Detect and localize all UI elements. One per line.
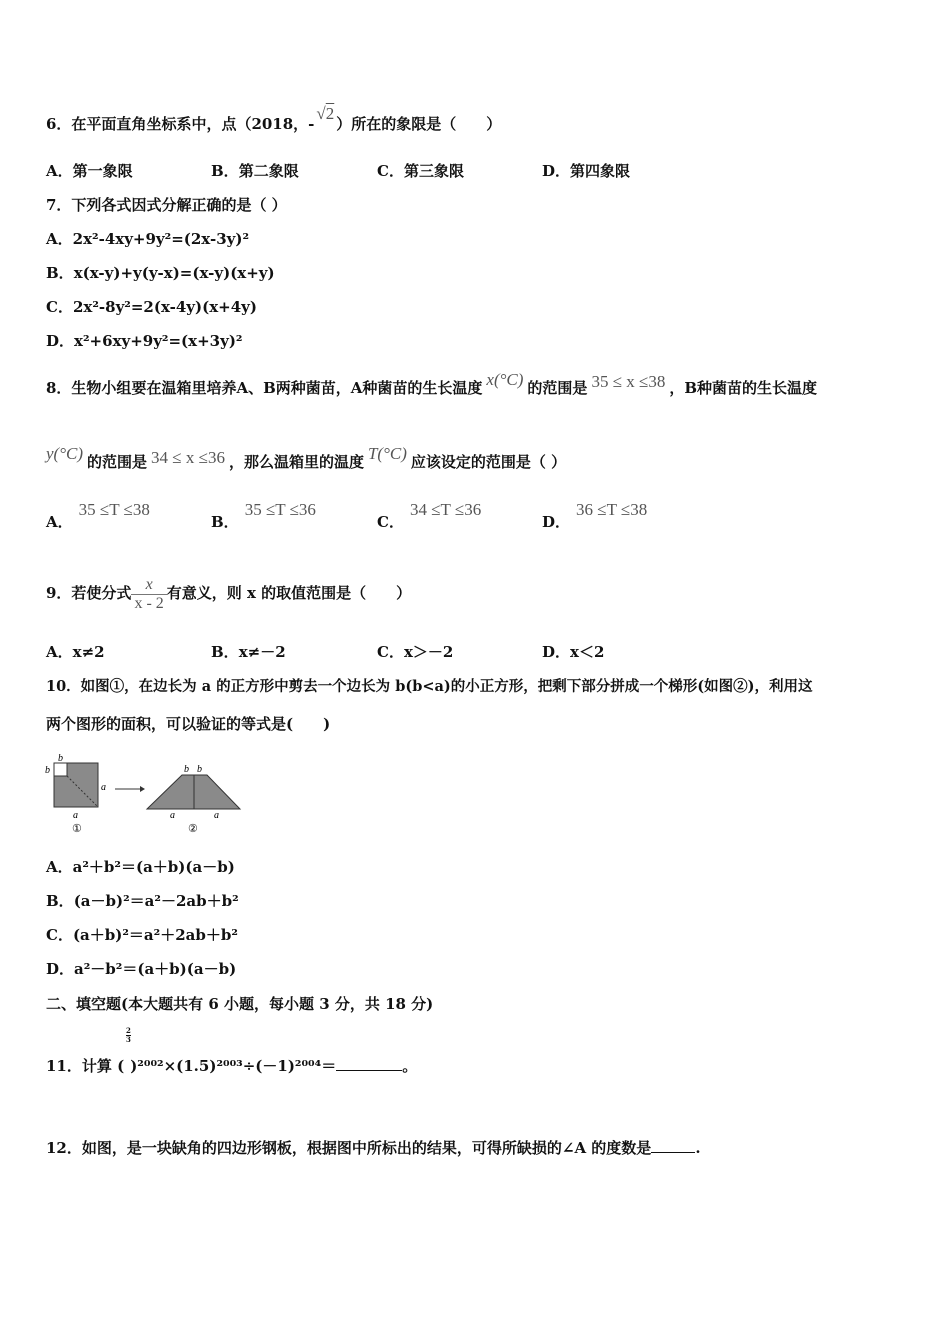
- q8-range-y: 34 ≤ x ≤36: [151, 448, 225, 467]
- q9-stem: 9．若使分式 $\frac{x}{x - 2}$ 有意义，则 x 的取值范围是（ ）: [46, 575, 412, 612]
- q7-stem: 7．下列各式因式分解正确的是（ ）: [46, 196, 287, 214]
- q6-stem: [46, 104, 502, 134]
- q6-stem-pre: 6．在平面直角坐标系中，点（2018，-: [46, 115, 315, 133]
- q10-figure: [40, 752, 250, 840]
- q8-option-b[interactable]: B．35 ≤T ≤36: [211, 500, 316, 531]
- sq-label-left: b: [45, 765, 50, 776]
- q12-answer-blank[interactable]: [651, 1152, 695, 1153]
- sq-label-top: b: [58, 753, 63, 764]
- q6-option-a[interactable]: A．第一象限: [46, 162, 133, 180]
- q11-answer-blank[interactable]: [336, 1070, 402, 1071]
- sqrt-2: √2: [316, 104, 335, 123]
- q7-option-a[interactable]: A．2x²-4xy+9y²=(2x-3y)²: [46, 230, 250, 248]
- q10-line2: 两个图形的面积，可以验证的等式是( ): [46, 715, 331, 733]
- q7-option-d[interactable]: D．x²+6xy+9y²=(x+3y)²: [46, 332, 243, 350]
- sqrt-radicand: 2: [325, 104, 335, 123]
- q10-option-c[interactable]: C．(a＋b)²＝a²＋2ab＋b²: [46, 926, 238, 944]
- sq-label-right: a: [101, 782, 106, 793]
- q9-option-a[interactable]: A．x≠2: [46, 643, 105, 661]
- cut-square: [54, 763, 67, 776]
- section-heading: 二、填空题(本大题共有 6 小题，每小题 3 分，共 18 分): [46, 995, 434, 1013]
- q9-option-c[interactable]: C．x＞－2: [377, 643, 454, 661]
- q6-stem-post: ）所在的象限是（ ）: [336, 115, 502, 133]
- q8-var-t: T(°C): [367, 444, 407, 463]
- q9-fraction: $\frac{x}{x - 2}$: [131, 576, 166, 613]
- q8-line2: y(°C) 的范围是 34 ≤ x ≤36 ，那么温箱里的温度 T(°C) 应该设定的范围是（ ）: [46, 444, 567, 471]
- q7-option-c[interactable]: C．2x²-8y²=2(x-4y)(x+4y): [46, 298, 257, 316]
- q11-tiny-fraction: 2 3: [126, 1026, 131, 1044]
- q8-var-y: y(°C): [46, 444, 84, 463]
- q9-option-d[interactable]: D．x＜2: [542, 643, 605, 661]
- q8-option-d[interactable]: D．36 ≤T ≤38: [542, 500, 648, 531]
- q12-stem: 12．如图，是一块缺角的四边形钢板，根据图中所标出的结果，可得所缺损的∠A 的度数是 .: [46, 1139, 701, 1157]
- q10-option-b[interactable]: B．(a－b)²＝a²－2ab＋b²: [46, 892, 239, 910]
- q11-stem: 11．计算 ( )²⁰⁰²×(1.5)²⁰⁰³÷(－1)²⁰⁰⁴＝ 。: [46, 1057, 418, 1075]
- q10-line1: 10．如图①，在边长为 a 的正方形中剪去一个边长为 b(b<a)的小正方形，把剩下部分拼成一个梯形(如图②)，利用这: [46, 678, 813, 695]
- q8-line1: 8．生物小组要在温箱里培养A、B两种菌苗，A种菌苗的生长温度 x(°C) 的范围是 35 ≤ x ≤38 ，B种菌苗的生长温度: [46, 370, 818, 397]
- q6-option-d[interactable]: D．第四象限: [542, 162, 631, 180]
- q6-option-c[interactable]: C．第三象限: [377, 162, 464, 180]
- sq-caption: ①: [72, 823, 82, 835]
- trap-label-top-left: b: [184, 764, 189, 775]
- arrow-head: [140, 786, 145, 792]
- q8-range-x: 35 ≤ x ≤38: [591, 372, 666, 391]
- trap-label-bottom-right: a: [214, 810, 219, 821]
- trap-label-bottom-left: a: [170, 810, 175, 821]
- trap-caption: ②: [188, 823, 198, 835]
- q8-option-c[interactable]: C．34 ≤T ≤36: [377, 500, 482, 531]
- trap-label-top-right: b: [197, 764, 202, 775]
- sq-label-bottom: a: [73, 810, 78, 821]
- q10-option-d[interactable]: D．a²－b²＝(a＋b)(a－b): [46, 960, 237, 978]
- q10-option-a[interactable]: A．a²＋b²＝(a＋b)(a－b): [46, 858, 235, 876]
- q8-var-x: x(°C): [486, 370, 524, 389]
- q8-option-a[interactable]: A．35 ≤T ≤38: [46, 500, 150, 531]
- q6-option-b[interactable]: B．第二象限: [211, 162, 299, 180]
- q9-option-b[interactable]: B．x≠－2: [211, 643, 286, 661]
- q7-option-b[interactable]: B．x(x-y)+y(y-x)=(x-y)(x+y): [46, 264, 275, 282]
